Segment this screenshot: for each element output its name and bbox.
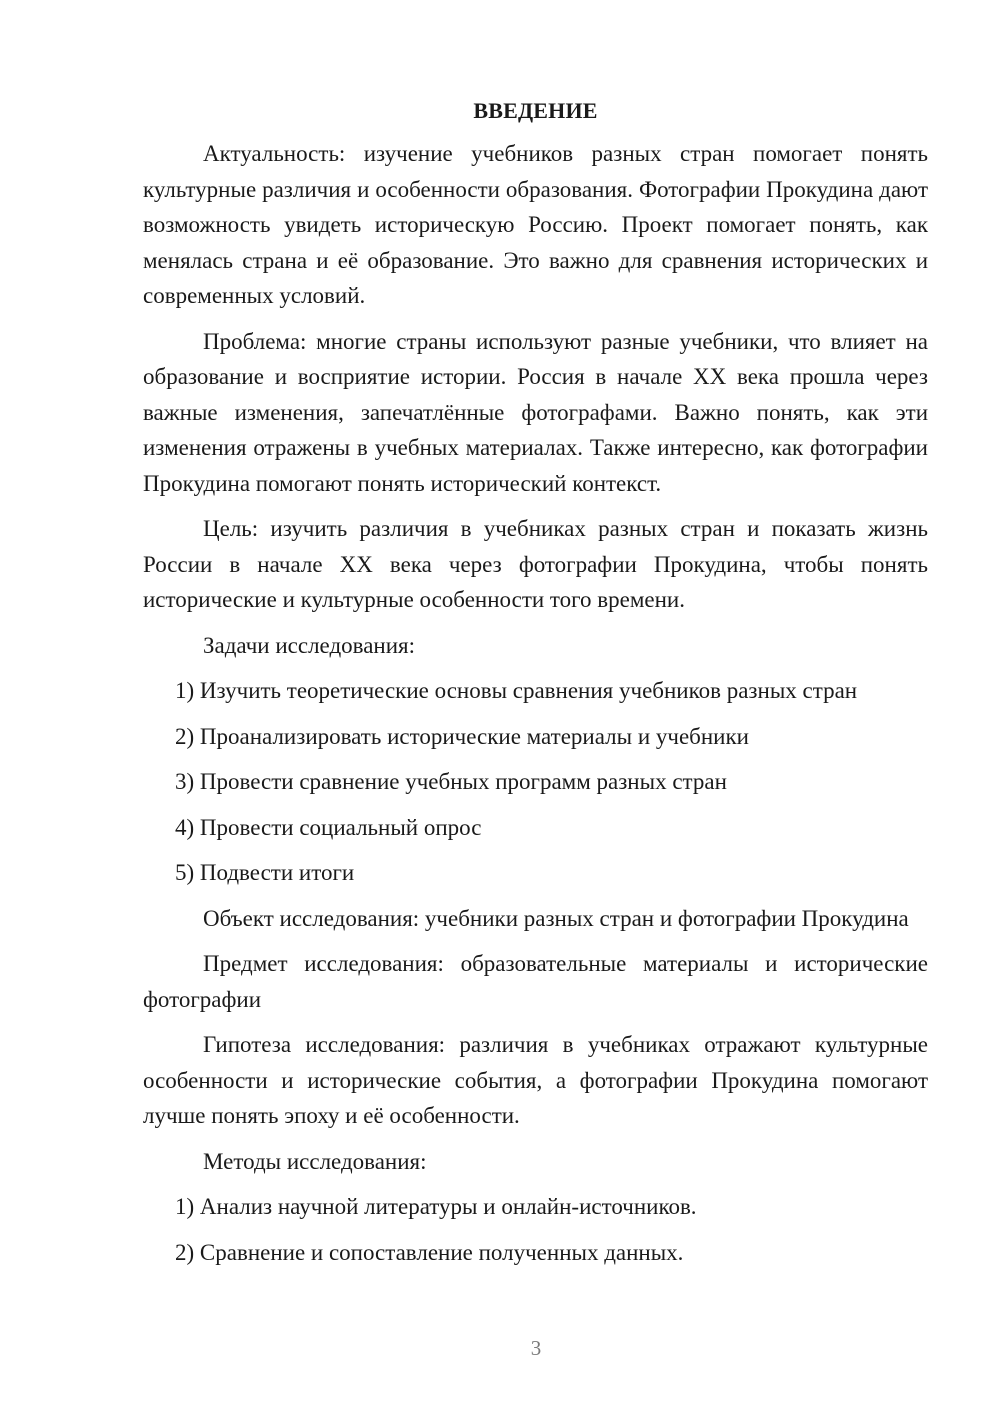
page-content bbox=[143, 96, 928, 1280]
methods-heading: Методы исследования: bbox=[203, 1148, 427, 1174]
methods-list bbox=[143, 1189, 928, 1270]
problem-paragraph: Проблема: многие страны используют разные учебники, что влияет на образование и восприятие истории. Россия в начале XX века прошла через важные изменения, запечатлённые фотографами. Важно понять, как эти изменения отражены в учебных материалах. Также интересно, как фотографии Прокудина помогают понять исторический контекст. bbox=[143, 328, 928, 496]
method-item: 2) Сравнение и сопоставление полученных данных. bbox=[175, 1239, 684, 1265]
subject-paragraph: Предмет исследования: образовательные материалы и исторические фотографии bbox=[143, 951, 928, 1012]
task-item: 4) Провести социальный опрос bbox=[175, 814, 482, 840]
hypothesis-paragraph: Гипотеза исследования: различия в учебниках отражают культурные особенности и исторические события, а фотографии Прокудина помогают лучше понять эпоху и её особенности. bbox=[143, 1032, 928, 1128]
goal-paragraph: Цель: изучить различия в учебниках разных стран и показать жизнь России в начале XX века через фотографии Прокудина, чтобы понять исторические и культурные особенности того времени. bbox=[143, 516, 928, 612]
relevance-paragraph: Актуальность: изучение учебников разных стран помогает понять культурные различия и особенности образования. Фотографии Прокудина дают возможность увидеть историческую Россию. Проект помогает понять, как менялась страна и её образование. Это важно для сравнения исторических и современных условий. bbox=[143, 141, 928, 308]
task-item: 5) Подвести итоги bbox=[175, 860, 355, 885]
page-number: 3 bbox=[530, 1336, 542, 1360]
task-item: 3) Провести сравнение учебных программ разных стран bbox=[175, 769, 727, 794]
method-item: 1) Анализ научной литературы и онлайн-источников. bbox=[175, 1194, 697, 1219]
task-item: 2) Проанализировать исторические материалы и учебники bbox=[175, 723, 749, 749]
object-paragraph: Объект исследования: учебники разных стран и фотографии Прокудина bbox=[203, 905, 909, 931]
tasks-heading: Задачи исследования: bbox=[203, 632, 416, 658]
tasks-list bbox=[143, 673, 928, 891]
section-title: ВВЕДЕНИЕ bbox=[473, 98, 598, 123]
task-item: 1) Изучить теоретические основы сравнения учебников разных стран bbox=[175, 678, 858, 703]
